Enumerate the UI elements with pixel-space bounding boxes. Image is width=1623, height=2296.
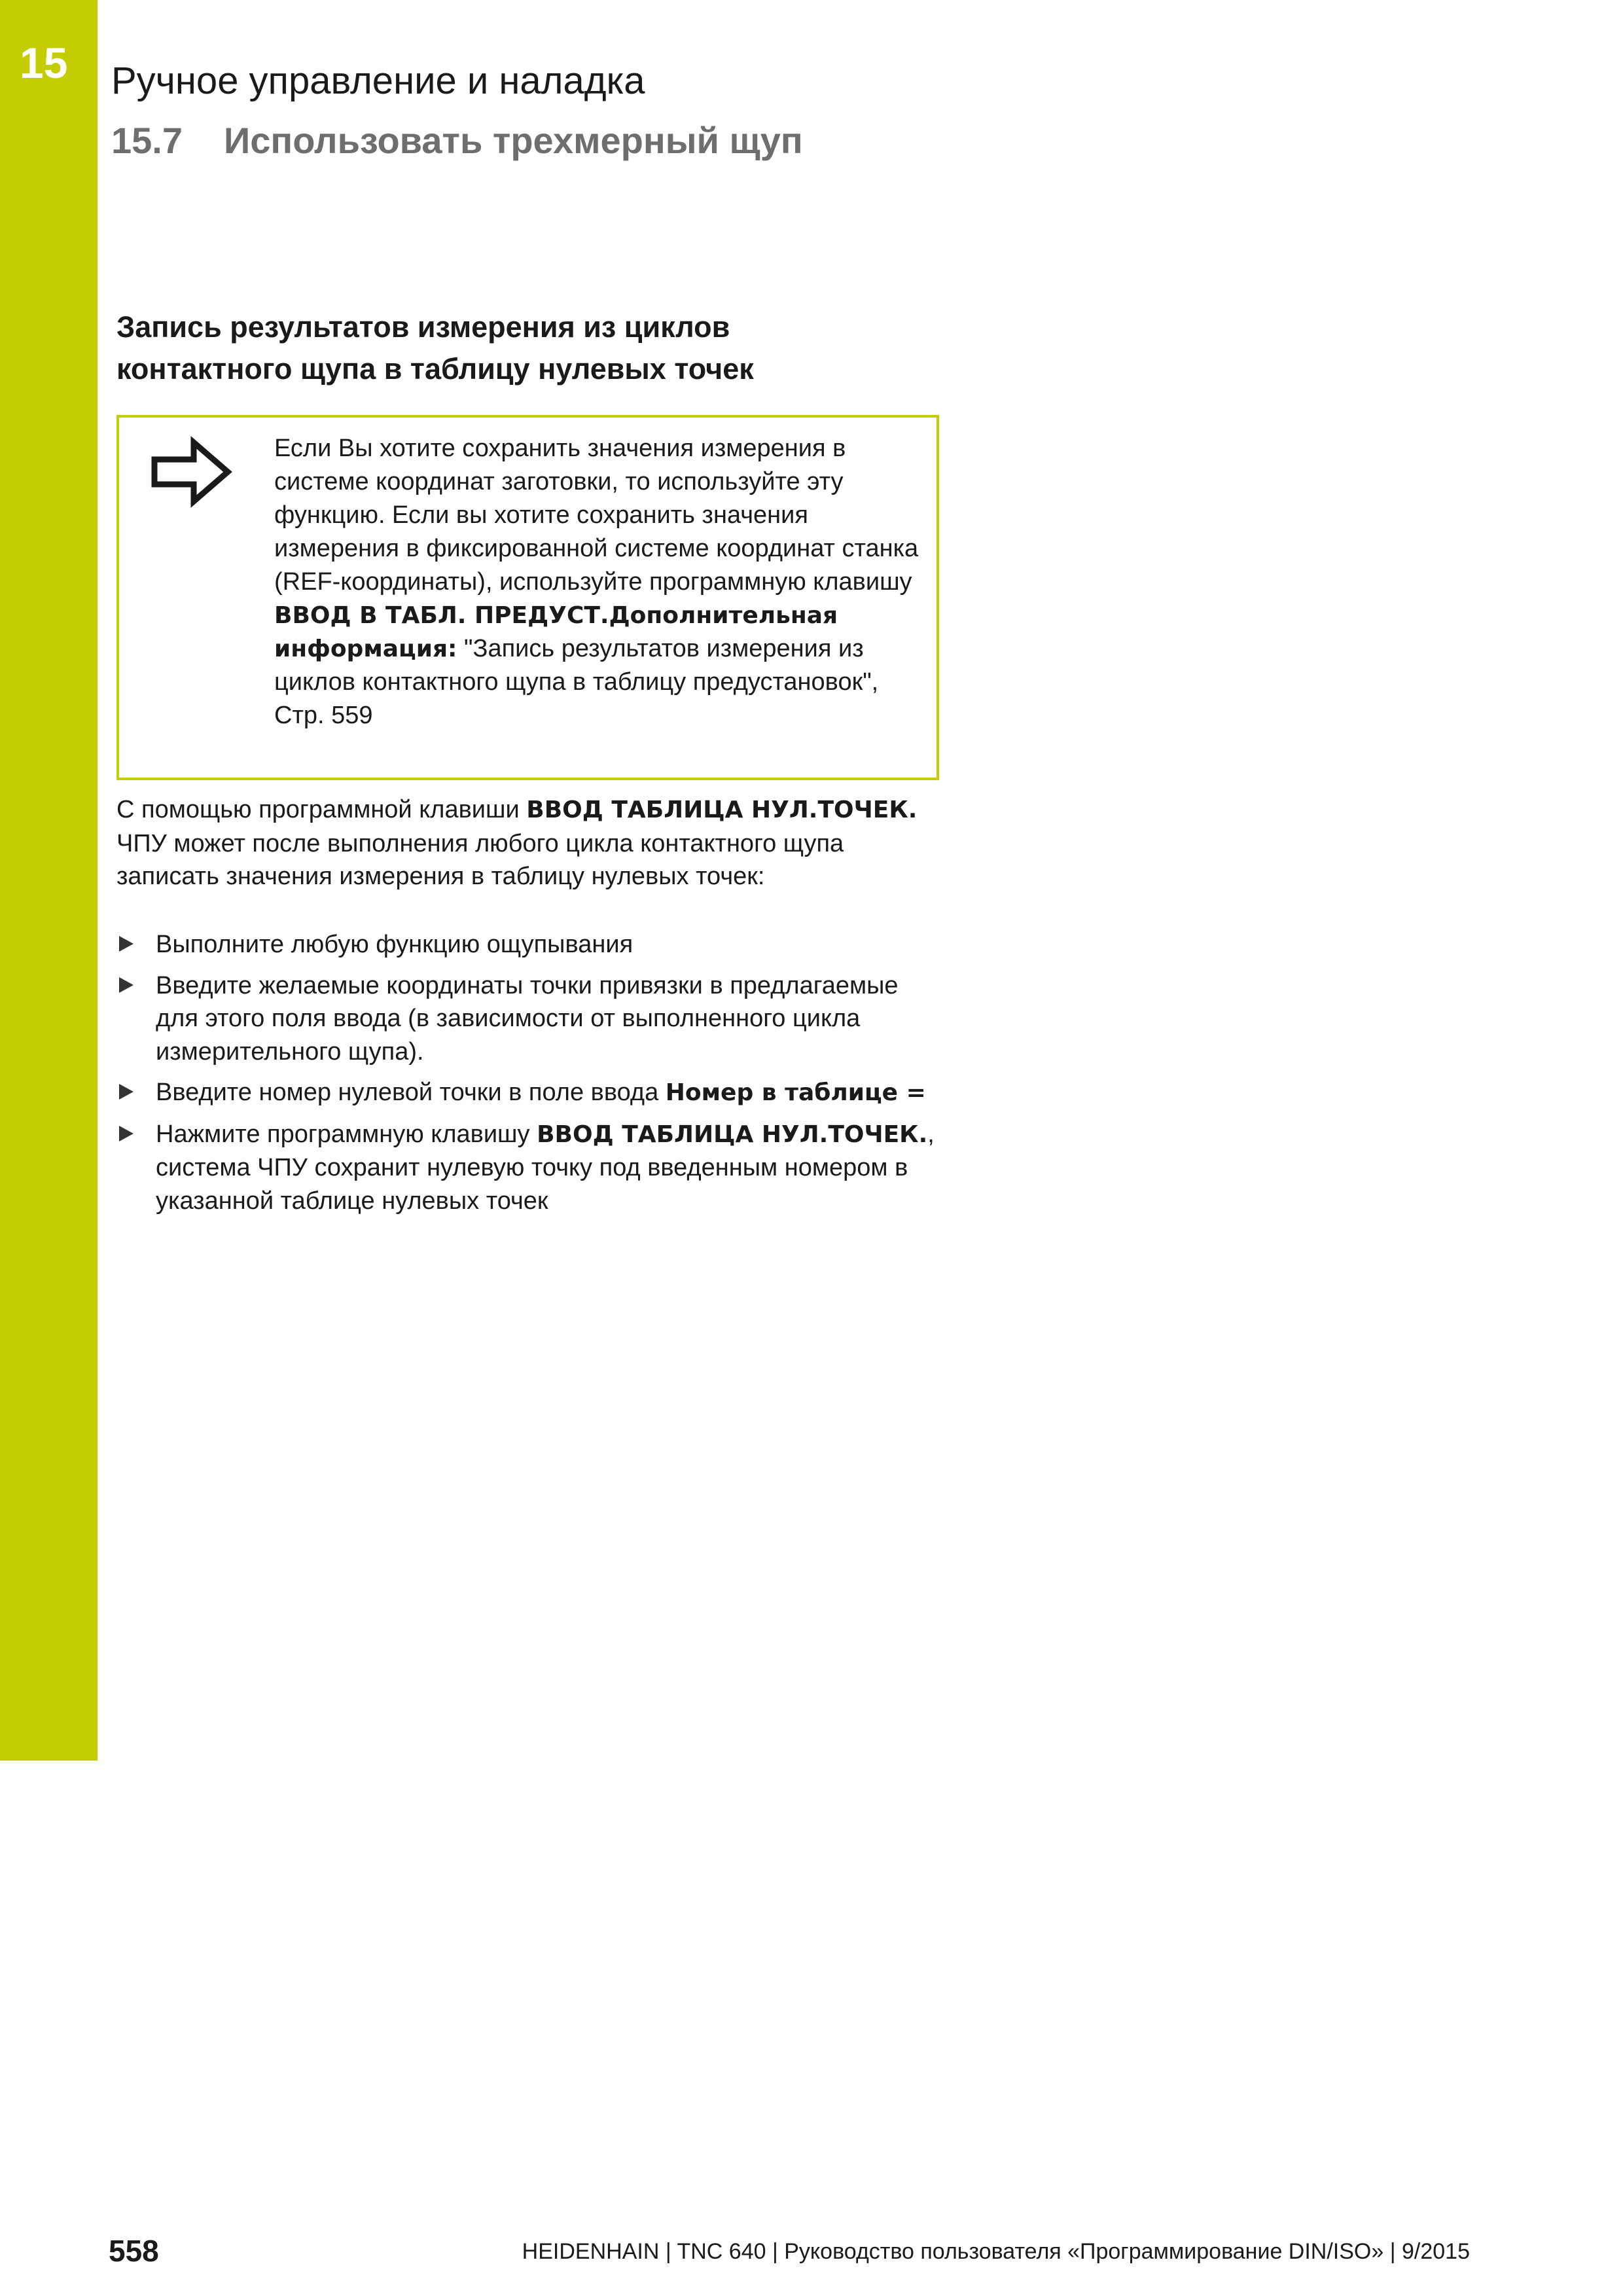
intro-softkey: ВВОД ТАБЛИЦА НУЛ.ТОЧЕК. bbox=[526, 797, 918, 823]
chapter-title: Ручное управление и наладка bbox=[111, 60, 645, 102]
step-list bbox=[116, 928, 941, 1225]
section-number: 15.7 bbox=[111, 120, 183, 161]
step-text: Нажмите программную клавишу bbox=[156, 1120, 537, 1148]
intro-after: ЧПУ может после выполнения любого цикла контактного щупа записать значения измерения в таблицу нулевых точек: bbox=[116, 829, 844, 890]
note-softkey: ВВОД В ТАБЛ. ПРЕДУСТ. bbox=[274, 602, 609, 629]
bullet-triangle-icon bbox=[119, 1084, 134, 1100]
chapter-sidebar bbox=[0, 0, 98, 1761]
section-title bbox=[111, 119, 803, 162]
intro-before: С помощью программной клавиши bbox=[116, 796, 527, 823]
step-field-name: Номер в таблице = bbox=[665, 1079, 926, 1106]
footer-text: HEIDENHAIN | TNC 640 | Руководство пользователя «Программирование DIN/ISO» | 9/2015 bbox=[522, 2239, 1470, 2264]
step-softkey: ВВОД ТАБЛИЦА НУЛ.ТОЧЕК. bbox=[537, 1121, 928, 1148]
list-item bbox=[116, 1076, 941, 1110]
subsection-heading bbox=[116, 306, 935, 390]
list-item bbox=[116, 1118, 941, 1218]
bullet-triangle-icon bbox=[119, 1126, 134, 1141]
arrow-right-icon bbox=[151, 436, 236, 508]
step-text: Выполните любую функцию ощупывания bbox=[156, 931, 633, 958]
heading-line-2: контактного щупа в таблицу нулевых точек bbox=[116, 352, 754, 386]
bullet-triangle-icon bbox=[119, 936, 134, 952]
note-more-info: Дополнительная информация: bbox=[274, 602, 838, 662]
list-item bbox=[116, 928, 941, 961]
intro-paragraph bbox=[116, 793, 941, 893]
step-text-after: , система ЧПУ сохранит нулевую точку под введенным номером в указанной таблице нулевых точек bbox=[156, 1120, 935, 1215]
note-box bbox=[116, 415, 939, 780]
list-item bbox=[116, 969, 941, 1069]
section-name: Использовать трехмерный щуп bbox=[224, 120, 803, 161]
note-text bbox=[274, 432, 929, 732]
bullet-triangle-icon bbox=[119, 977, 134, 993]
chapter-number: 15 bbox=[20, 39, 68, 87]
heading-line-1: Запись результатов измерения из циклов bbox=[116, 310, 730, 344]
step-text: Введите номер нулевой точки в поле ввода bbox=[156, 1079, 666, 1106]
page-number: 558 bbox=[109, 2234, 159, 2268]
step-text: Введите желаемые координаты точки привязки в предлагаемые для этого поля ввода (в зависимости от выполненного цикла измерительного щупа). bbox=[156, 971, 899, 1066]
note-reference: "Запись результатов измерения из циклов контактного щупа в таблицу предустановок", Стр. 559 bbox=[274, 635, 879, 729]
note-text-body: Если Вы хотите сохранить значения измерения в системе координат заготовки, то используйте эту функцию. Если вы хотите сохранить значения измерения в фиксированной системе координат станка (REF-координаты), используйте программную клавишу bbox=[274, 435, 919, 596]
